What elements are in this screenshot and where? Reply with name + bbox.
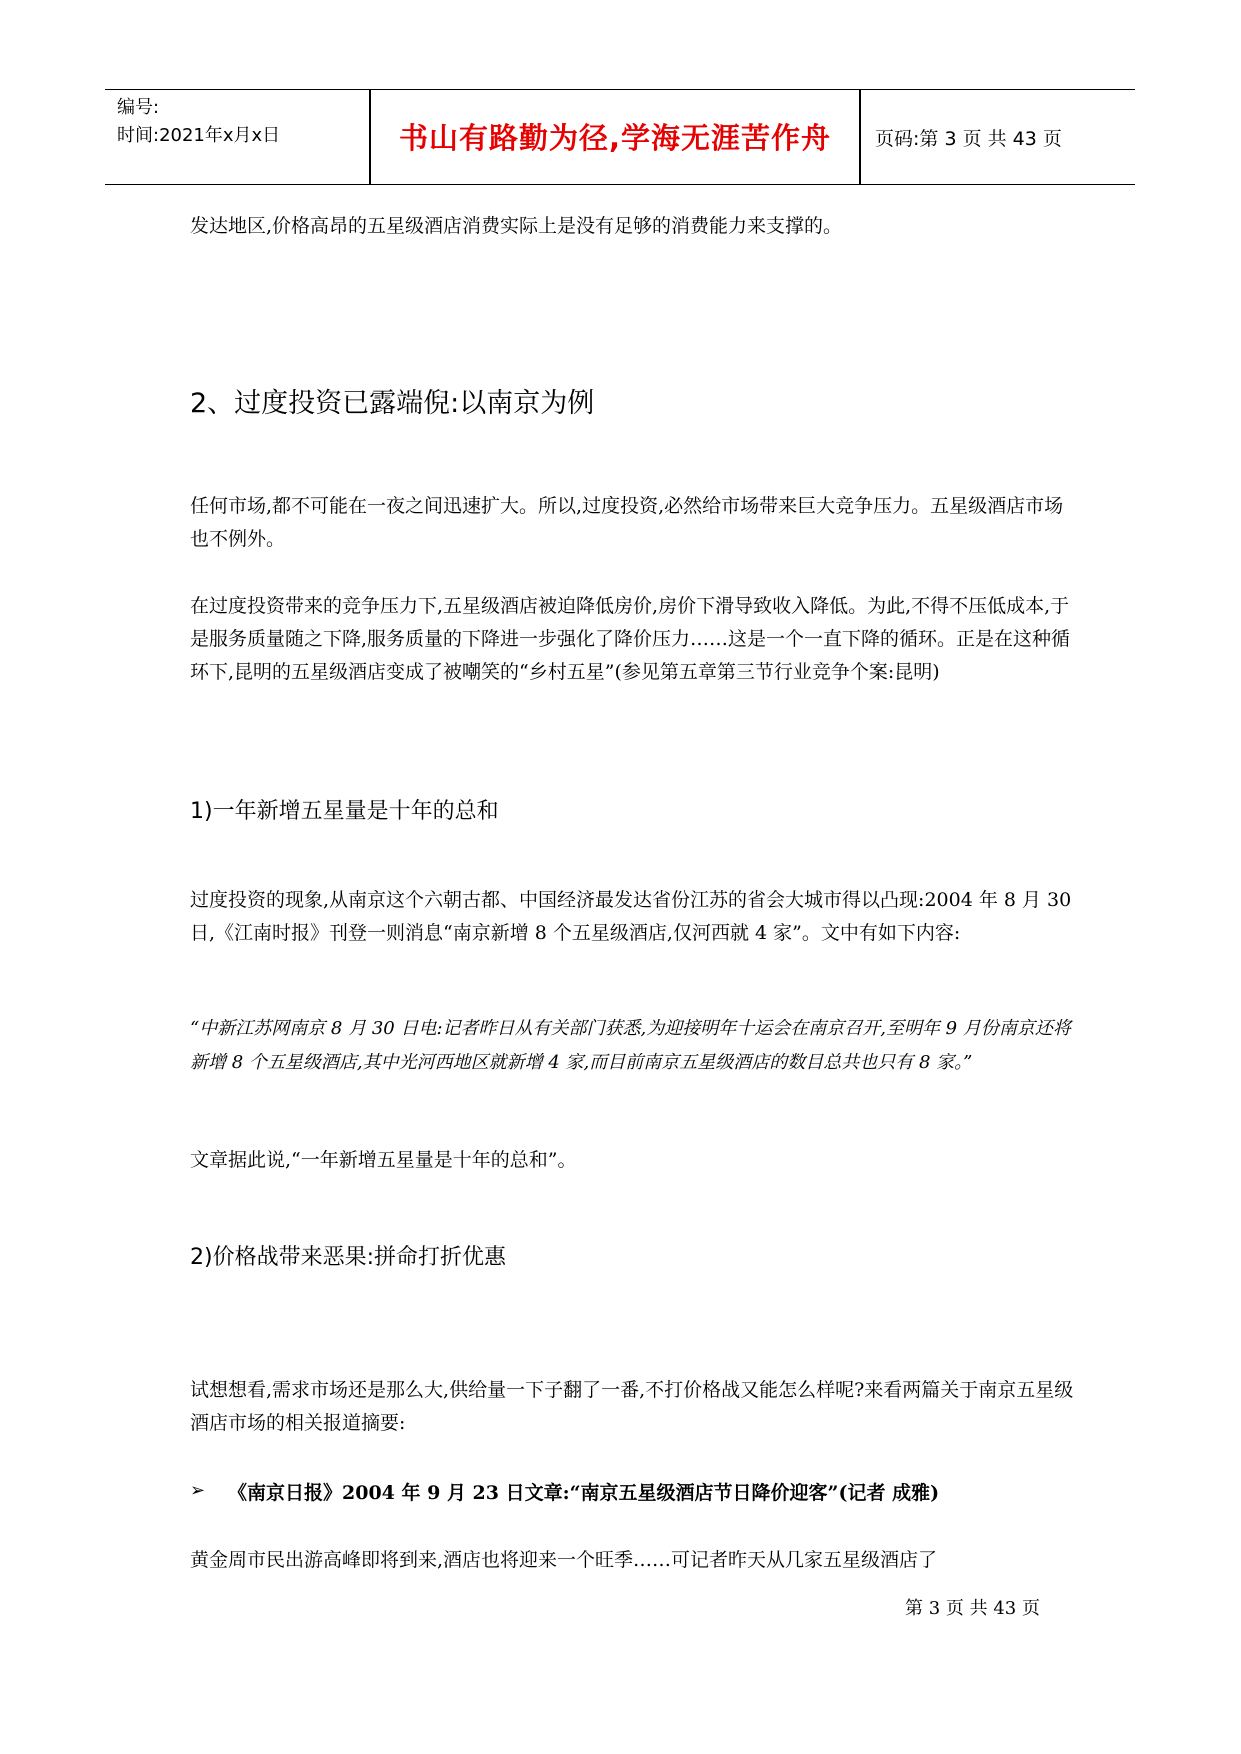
subsection-heading: 2)价格战带来恶果:拼命打折优惠 [190,1245,506,1270]
news-quote: “中新江苏网南京 8 月 30 日电:记者昨日从有关部门获悉,为迎接明年十运会在南京召开,至明年 9 月份南京还将新增 8 个五星级酒店,其中光河西地区就新增 4 家,而目前南京五星级酒店的数目总共也只有 8 家。” [190,1018,1071,1073]
paragraph: 任何市场,都不可能在一夜之间迅速扩大。所以,过度投资,必然给市场带来巨大竞争压力。五星级酒店市场也不例外。 [190,495,1064,550]
paragraph: 发达地区,价格高昂的五星级酒店消费实际上是没有足够的消费能力来支撑的。 [190,215,843,237]
header-time-label: 时间:2021年x月x日 [117,125,281,146]
paragraph: 在过度投资带来的竞争压力下,五星级酒店被迫降低房价,房价下滑导致收入降低。为此,不得不压低成本,于是服务质量随之下降,服务质量的下降进一步强化了降价压力……这是一个一直下降的循环。正是在这种循环下,昆明的五星级酒店变成了被嘲笑的“乡村五星”(参见第五章第三节行业竞争个案:昆明) [190,595,1071,683]
bullet-arrow-icon: ➢ [190,1480,206,1501]
header-divider [859,90,861,184]
paragraph: 黄金周市民出游高峰即将到来,酒店也将迎来一个旺季……可记者昨天从几家五星级酒店了 [190,1549,938,1571]
page-header [105,89,1135,185]
bullet-item: 《南京日报》2004 年 9 月 23 日文章:“南京五星级酒店节日降价迎客”(记者 成雅) [228,1482,940,1504]
paragraph: 文章据此说,“一年新增五星量是十年的总和”。 [190,1149,577,1171]
paragraph: 试想想看,需求市场还是那么大,供给量一下子翻了一番,不打价格战又能怎么样呢?来看两篇关于南京五星级酒店市场的相关报道摘要: [190,1379,1074,1434]
subsection-heading: 1)一年新增五星量是十年的总和 [190,799,499,824]
header-meta [117,94,280,150]
paragraph: 过度投资的现象,从南京这个六朝古都、中国经济最发达省份江苏的省会大城市得以凸现:2004 年 8 月 30 日,《江南时报》刊登一则消息“南京新增 8 个五星级酒店,仅河西就 4 家”。文中有如下内容: [190,889,1072,944]
section-heading: 2、过度投资已露端倪:以南京为例 [190,388,595,419]
header-motto: 书山有路勤为径,学海无涯苦作舟 [398,121,832,155]
page-footer: 第 3 页 共 43 页 [905,1598,1040,1619]
header-page-label: 页码:第 3 页 共 43 页 [875,128,1062,150]
header-number-label: 编号: [117,97,160,118]
